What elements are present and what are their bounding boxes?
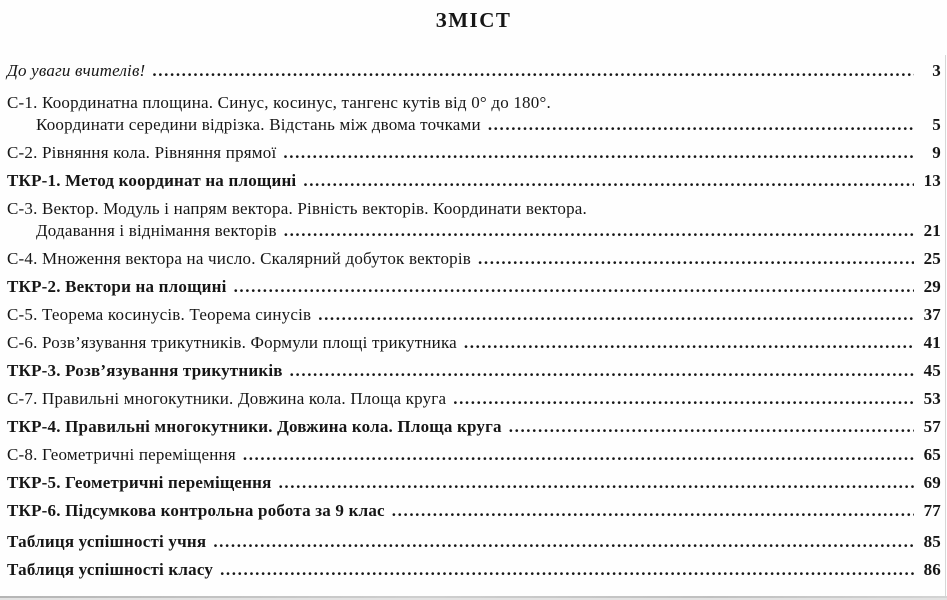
toc-entry-page-number: 21 — [923, 221, 941, 240]
toc-entry-title: С-1. Координатна площина. Синус, косинус, тангенс кутів від 0° до 180°. — [7, 93, 551, 112]
toc-entry — [7, 559, 941, 581]
toc-entry — [7, 248, 941, 270]
dot-leader — [303, 170, 914, 192]
toc-entry-title: С-5. Теорема косинусів. Теорема синусів — [7, 305, 312, 324]
toc-entry-title: Додавання і віднімання векторів — [36, 221, 277, 240]
toc-entry-page-number: 65 — [923, 445, 941, 464]
dot-leader — [279, 472, 914, 494]
dot-leader — [290, 360, 914, 382]
toc-entry-line — [7, 220, 941, 242]
toc-entry-line — [7, 142, 941, 164]
toc-entry-page-number: 86 — [923, 560, 941, 579]
toc-entry — [7, 170, 941, 192]
toc-list — [7, 60, 941, 587]
toc-entry-title: ТКР-5. Геометричні переміщення — [7, 473, 272, 492]
toc-entry — [7, 142, 941, 164]
page-right-edge-line — [945, 55, 946, 596]
toc-entry-line — [7, 170, 941, 192]
toc-entry-line — [7, 559, 941, 581]
toc-entry-line — [7, 60, 941, 82]
toc-entry-title: С-6. Розв’язування трикутників. Формули площі трикутника — [7, 333, 457, 352]
toc-entry-page-number: 41 — [923, 333, 941, 352]
toc-entry-page-number: 29 — [923, 277, 941, 296]
toc-entry — [7, 500, 941, 522]
toc-entry-title: С-7. Правильні многокутники. Довжина кола. Площа круга — [7, 389, 447, 408]
toc-entry-line — [7, 360, 941, 382]
toc-entry-line — [7, 416, 941, 438]
dot-leader — [509, 416, 914, 438]
toc-entry-page-number: 53 — [923, 389, 941, 408]
toc-entry — [7, 198, 941, 242]
toc-entry-line — [7, 444, 941, 466]
toc-entry — [7, 304, 941, 326]
toc-entry — [7, 416, 941, 438]
toc-entry — [7, 388, 941, 410]
toc-entry-title: ТКР-1. Метод координат на площині — [7, 171, 297, 190]
toc-entry-line — [7, 472, 941, 494]
dot-leader — [283, 142, 914, 164]
dot-leader — [284, 220, 914, 242]
toc-entry-page-number: 45 — [923, 361, 941, 380]
toc-entry-title: ТКР-3. Розв’язування трикутників — [7, 361, 283, 380]
toc-entry — [7, 332, 941, 354]
dot-leader — [392, 500, 914, 522]
toc-entry-page-number: 5 — [932, 115, 941, 134]
toc-entry-title: ТКР-2. Вектори на площині — [7, 277, 227, 296]
toc-entry-line — [7, 332, 941, 354]
toc-entry-title: С-3. Вектор. Модуль і напрям вектора. Рівність векторів. Координати вектора. — [7, 199, 587, 218]
toc-entry-page-number: 57 — [923, 417, 941, 436]
toc-entry-title: Таблиця успішності класу — [7, 560, 214, 579]
toc-entry-line — [7, 500, 941, 522]
toc-entry-line — [7, 114, 941, 136]
toc-entry-title: ТКР-6. Підсумкова контрольна робота за 9 клас — [7, 501, 385, 520]
toc-entry-line — [7, 248, 941, 270]
toc-entry — [7, 360, 941, 382]
toc-entry — [7, 60, 941, 82]
toc-entry-title: ТКР-4. Правильні многокутники. Довжина кола. Площа круга — [7, 417, 502, 436]
page-title: ЗМІСТ — [435, 8, 512, 32]
dot-leader — [464, 332, 914, 354]
toc-entry — [7, 531, 941, 553]
toc-entry-title: С-4. Множення вектора на число. Скалярний добуток векторів — [7, 249, 472, 268]
toc-entry-page-number: 9 — [932, 143, 941, 162]
dot-leader — [152, 60, 914, 82]
dot-leader — [478, 248, 914, 270]
dot-leader — [213, 531, 914, 553]
dot-leader — [453, 388, 914, 410]
dot-leader — [488, 114, 914, 136]
toc-entry — [7, 276, 941, 298]
toc-entry — [7, 92, 941, 136]
toc-entry-title: Координати середини відрізка. Відстань між двома точками — [36, 115, 481, 134]
dot-leader — [243, 444, 914, 466]
toc-entry-page-number: 37 — [923, 305, 941, 324]
toc-entry-line — [7, 531, 941, 553]
toc-entry-line — [7, 304, 941, 326]
toc-entry-page-number: 85 — [923, 532, 941, 551]
toc-entry-page-number: 3 — [932, 61, 941, 80]
dot-leader — [318, 304, 914, 326]
toc-entry — [7, 444, 941, 466]
toc-entry — [7, 472, 941, 494]
toc-entry-title: С-2. Рівняння кола. Рівняння прямої — [7, 143, 277, 162]
toc-entry-line — [7, 198, 941, 220]
toc-entry-title: Таблиця успішності учня — [7, 532, 207, 551]
toc-entry-page-number: 13 — [923, 171, 941, 190]
toc-entry-page-number: 69 — [923, 473, 941, 492]
toc-entry-line — [7, 388, 941, 410]
toc-entry-line — [7, 276, 941, 298]
dot-leader — [220, 559, 914, 581]
toc-entry-title: С-8. Геометричні переміщення — [7, 445, 236, 464]
dot-leader — [234, 276, 914, 298]
toc-entry-title: До уваги вчителів! — [7, 61, 146, 80]
toc-entry-line — [7, 92, 941, 114]
toc-entry-page-number: 77 — [923, 501, 941, 520]
toc-entry-page-number: 25 — [923, 249, 941, 268]
